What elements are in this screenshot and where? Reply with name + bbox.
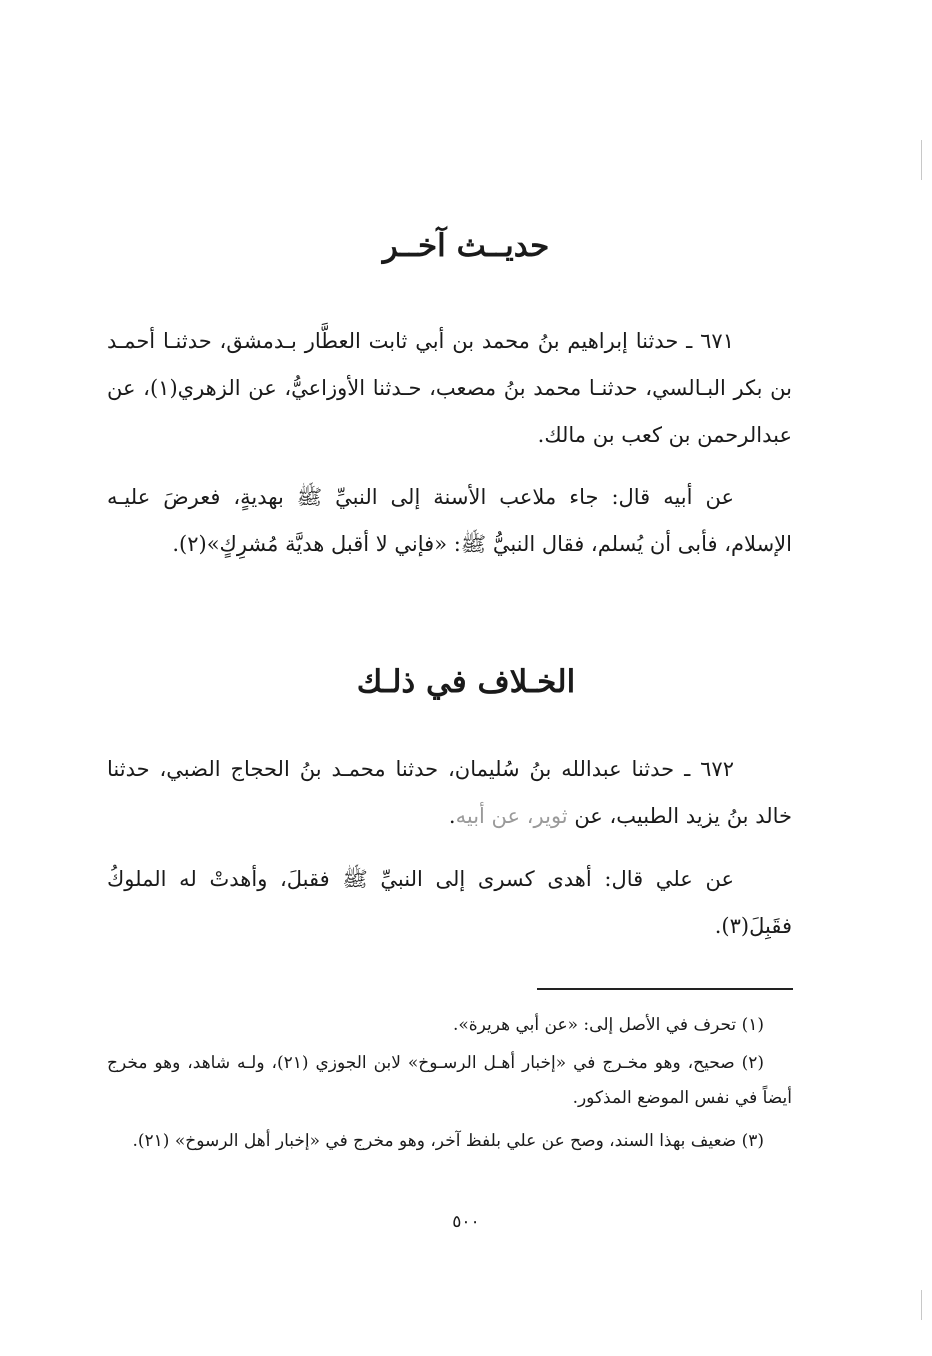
hadith-672-matn: عن علي قال: أهدى كسرى إلى النبيِّ ﷺ فقبلَ، وأهدتْ له الملوكُ فقَبِلَ(٣). bbox=[107, 867, 792, 938]
hadith-chain-text: حدثنا عبدالله بنُ سُليمان، حدثنا محمـد بنُ الحجاج الضبي، حدثنا خالد بنُ يزيد الطبيب، عن bbox=[107, 757, 792, 828]
scan-edge-mark bbox=[921, 140, 922, 180]
page-number: ٥٠٠ bbox=[452, 1212, 480, 1232]
hadith-671-matn: عن أبيه قال: جاء ملاعب الأسنة إلى النبيِّ ﷺ بهديةٍ، فعرضَ عليـه الإسلام، فأبى أن يُسلم، فقال النبيُّ ﷺ: «فإني لا أقبل هديَّة مُشرِكٍ»(٢). bbox=[107, 485, 792, 556]
hadith-672-paragraph bbox=[107, 746, 792, 840]
hadith-number: ٦٧٢ ـ bbox=[684, 757, 734, 781]
hadith-chain-text: حدثنا إبراهيم بنُ محمد بن أبي ثابت العطَّار بـدمشق، حدثنـا أحمـد بن بكر البـالسي، حدثنـا محمد بنُ مصعب، حـدثنا الأوزاعيُّ، عن الزهري(١)، عن عبدالرحمن بن كعب بن مالك. bbox=[107, 329, 792, 447]
footnote-separator bbox=[537, 988, 793, 990]
scan-edge-mark bbox=[921, 1290, 922, 1320]
hadith-chain-end: . bbox=[448, 804, 456, 828]
faded-text: ثوير، عن أبيه bbox=[455, 804, 568, 828]
footnote-1: (١) تحرف في الأصل إلى: «عن أبي هريرة». bbox=[452, 1015, 764, 1035]
hadith-671-paragraph bbox=[107, 318, 792, 459]
section-heading-disagreement: الخـلاف في ذلـك bbox=[356, 664, 576, 700]
footnote-2: (٢) صحيح، وهو مخـرج في «إخبار أهـل الرسـوخ» لابن الجوزي (٢١)، ولـه شاهد، وهو مخرج أيضاً في نفس الموضع المذكور. bbox=[107, 1053, 792, 1108]
footnote-3: (٣) ضعيف بهذا السند، وصح عن علي بلفظ آخر، وهو مخرج في «إخبار أهل الرسوخ» (٢١). bbox=[132, 1131, 764, 1151]
hadith-number: ٦٧١ ـ bbox=[686, 329, 734, 353]
section-heading-another-hadith: حديــث آخــر bbox=[382, 228, 550, 264]
